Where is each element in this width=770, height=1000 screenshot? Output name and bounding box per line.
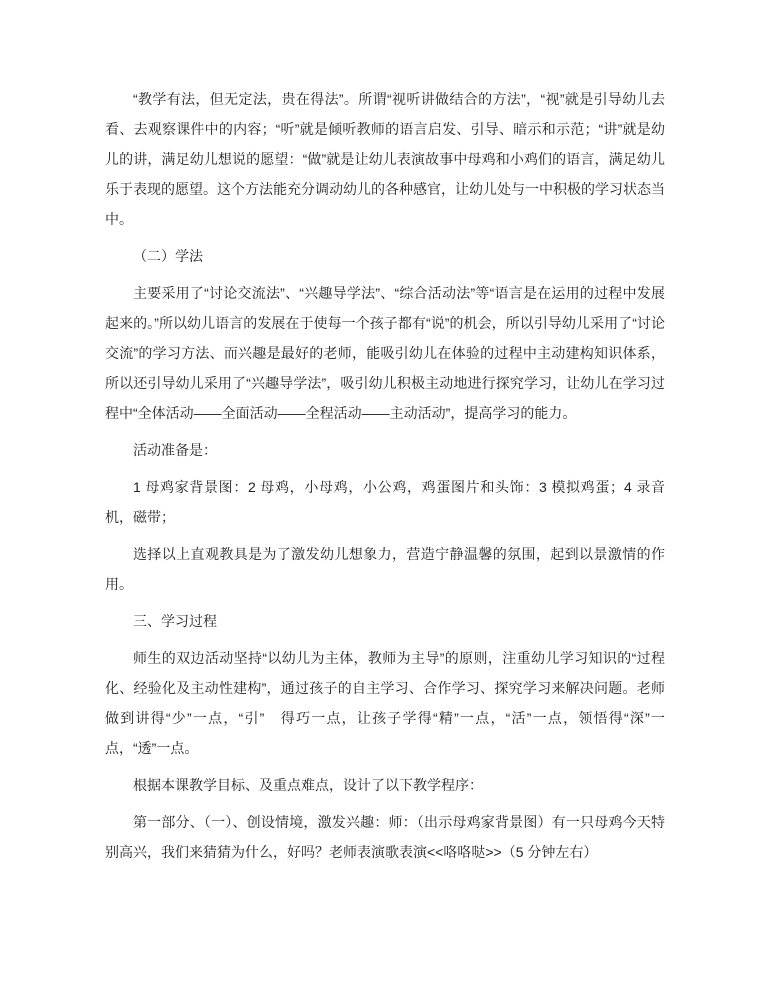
paragraph-activity-prep-label: 活动准备是： xyxy=(133,442,217,458)
paragraph-teaching-program-intro: 根据本课教学目标、及重点难点，设计了以下教学程序： xyxy=(133,777,483,793)
heading-section-3-learning-process: 三、学习过程 xyxy=(133,613,217,629)
paragraph-learning-process: 师生的双边活动坚持“以幼儿为主体，教师为主导”的原则，注重幼儿学习知识的“过程化、经验化及主动性建构”，通过孩子的自主学习、合作学习、探究学习来解决问题。老师做到讲得“少”一点，“引” 得巧一点，让孩子学得“精”一点，“活”一点，领悟得“深”一点，“透”一点。 xyxy=(105,650,665,756)
heading-section-2-xuefa: （二）学法 xyxy=(133,248,203,264)
paragraph-xuefa-detail: 主要采用了“讨论交流法”、“兴趣导学法”、“综合活动法”等“语言是在运用的过程中发展起来的。”所以幼儿语言的发展在于使每一个孩子都有“说”的机会，所以引导幼儿采用了“讨论交流”的学习方法、而兴趣是最好的老师，能吸引幼儿在体验的过程中主动建构知识体系，所以还引导幼儿采用了“兴趣导学法”，吸引幼儿积极主动地进行探究学习，让幼儿在学习过程中“全体活动——全面活动——全程活动——主动活动”，提高学习的能力。 xyxy=(105,285,665,421)
paragraph-teaching-method: “教学有法，但无定法，贵在得法”。所谓“视听讲做结合的方法”，“视”就是引导幼儿去看、去观察课件中的内容；“听”就是倾听教师的语言启发、引导、暗示和示范；“讲”就是幼儿的讲，满足幼儿想说的愿望：“做”就是让幼儿表演故事中母鸡和小鸡们的语言，满足幼儿乐于表现的愿望。这个方法能充分调动幼儿的各种感官，让幼儿处与一中积极的学习状态当中。 xyxy=(105,91,665,227)
paragraph-prep-purpose: 选择以上直观教具是为了激发幼儿想象力，营造宁静温馨的氛围，起到以景激情的作用。 xyxy=(105,546,665,592)
paragraph-prep-materials: 1 母鸡家背景图：2 母鸡，小母鸡，小公鸡，鸡蛋图片和头饰：3 模拟鸡蛋；4 录音机，磁带； xyxy=(105,479,665,525)
paragraph-part-one-scenario: 第一部分、（一）、创设情境，激发兴趣：师：（出示母鸡家背景图）有一只母鸡今天特别高兴，我们来猜猜为什么，好吗？老师表演歌表演<<咯咯哒>>（5 分钟左右） xyxy=(105,814,665,860)
